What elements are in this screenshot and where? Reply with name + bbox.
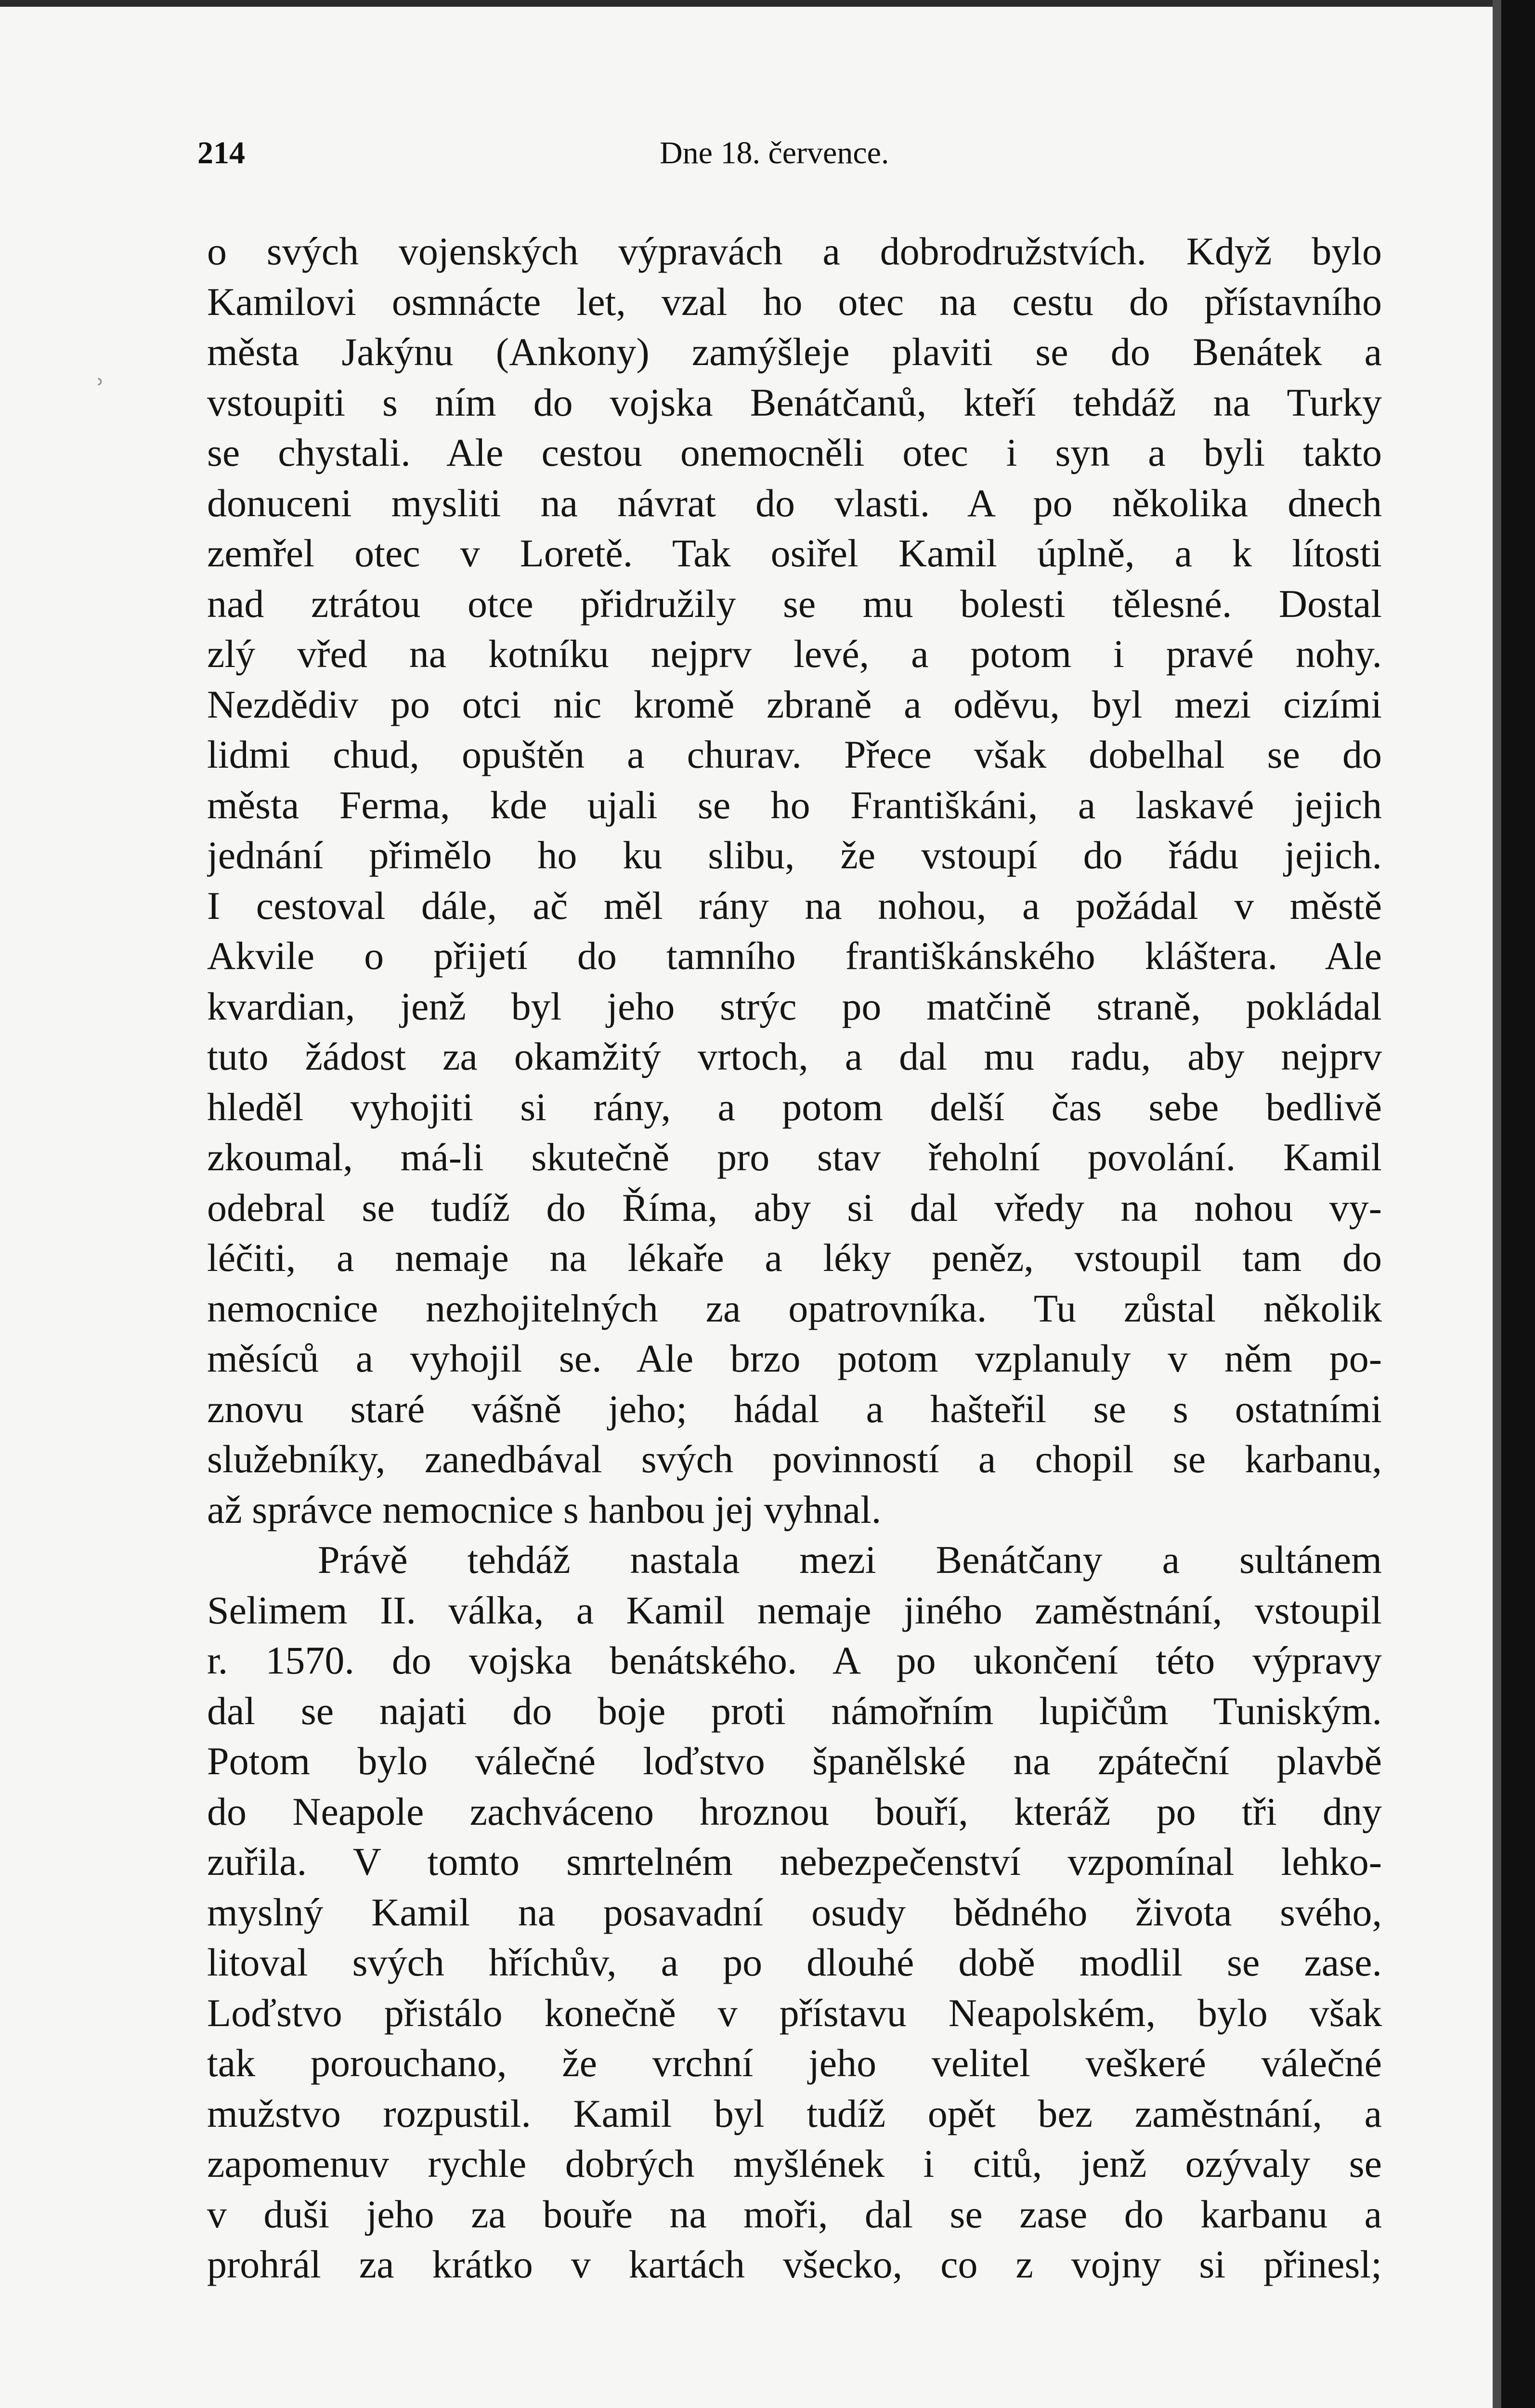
text-line: města Jakýnu (Ankony) zamýšleje plaviti se do Benátek a [207,330,1382,374]
text-line: I cestoval dále, ač měl rány na nohou, a požádal v městě [207,883,1382,928]
text-line: prohrál za krátko v kartách všecko, co z vojny si přinesl; [207,2242,1382,2286]
text-line: zemřel otec v Loretě. Tak osiřel Kamil úplně, a k lítosti [207,531,1382,575]
text-line: myslný Kamil na posavadní osudy bědného života svého, [207,1890,1382,1934]
text-line: kvardian, jenž byl jeho strýc po matčině straně, pokládal [207,984,1382,1028]
text-line: Potom bylo válečné loďstvo španělské na zpáteční plavbě [207,1739,1382,1783]
text-line: r. 1570. do vojska benátského. A po ukončení této výpravy [207,1638,1382,1682]
text-line: donuceni mysliti na návrat do vlasti. A po několika dnech [207,481,1382,525]
text-line: tak porouchano, že vrchní jeho velitel veškeré válečné [207,2041,1382,2085]
text-line: odebral se tudíž do Říma, aby si dal vředy na nohou vy- [207,1185,1382,1230]
text-line: dal se najati do boje proti námořním lupičům Tuniským. [207,1688,1382,1733]
text-line: do Neapole zachváceno hroznou bouří, kteráž po tři dny [207,1789,1382,1833]
text-line: litoval svých hříchův, a po dlouhé době modlil se zase. [207,1940,1382,1984]
text-line: lidmi chud, opuštěn a churav. Přece však dobelhal se do [207,733,1382,776]
scan-top-edge [0,0,1535,7]
text-line: Nezdědiv po otci nic kromě zbraně a oděvu, byl mezi cizími [207,682,1382,726]
page-header [197,135,1411,183]
text-line: se chystali. Ale cestou onemocněli otec i syn a byli takto [207,431,1382,474]
paragraph-1 [207,226,1382,1535]
text-line: služebníky, zanedbával svých povinností a chopil se karbanu, [207,1437,1382,1481]
text-line: Selimem II. válka, a Kamil nemaje jiného zaměstnání, vstoupil [207,1588,1382,1632]
text-line: mužstvo rozpustil. Kamil byl tudíž opět bez zaměstnání, a [207,2091,1382,2135]
margin-smudge: ʾ [96,373,105,407]
text-line: zuřila. V tomto smrtelném nebezpečenství vzpomínal lehko- [207,1840,1382,1884]
page-number: 214 [197,135,245,170]
text-line: Akvile o přijetí do tamního františkánského kláštera. Ale [207,934,1382,978]
text-line: měsíců a vyhojil se. Ale brzo potom vzplanuly v něm po- [207,1336,1382,1380]
scan-right-edge [1501,0,1535,2408]
text-line: zkoumal, má-li skutečně pro stav řeholní povolání. Kamil [207,1135,1382,1179]
text-line: Kamilovi osmnácte let, vzal ho otec na cestu do přístavního [207,279,1382,324]
paragraph-2 [207,1535,1382,2290]
text-line: nemocnice nezhojitelných za opatrovníka. Tu zůstal několik [207,1286,1382,1330]
text-line: Loďstvo přistálo konečně v přístavu Neapolském, bylo však [207,1990,1382,2035]
text-line: Právě tehdáž nastala mezi Benátčany a sultánem [318,1538,1382,1582]
text-line: tuto žádost za okamžitý vrtoch, a dal mu radu, aby nejprv [207,1034,1382,1078]
text-line: léčiti, a nemaje na lékaře a léky peněz, vstoupil tam do [207,1236,1382,1280]
text-line: o svých vojenských výpravách a dobrodružstvích. Když bylo [207,229,1382,273]
text-line: až správce nemocnice s hanbou jej vyhnal. [207,1487,882,1531]
text-line: jednání přimělo ho ku slibu, že vstoupí do řádu jejich. [207,833,1382,877]
text-line: města Ferma, kde ujali se ho Františkáni, a laskavé jejich [207,783,1382,827]
text-line: v duši jeho za bouře na moři, dal se zase do karbanu a [207,2192,1382,2236]
text-line: znovu staré vášně jeho; hádal a hašteřil se s ostatními [207,1387,1382,1431]
text-line: hleděl vyhojiti si rány, a potom delší čas sebe bedlivě [207,1085,1382,1129]
text-line: nad ztrátou otce přidružily se mu bolesti tělesné. Dostal [207,581,1382,626]
scan-right-shadow [1493,0,1501,2408]
text-line: zapomenuv rychle dobrých myšlének i citů, jenž ozývaly se [207,2142,1382,2186]
running-head: Dne 18. července. [660,135,889,170]
body-text [207,226,1382,2290]
text-line: zlý vřed na kotníku nejprv levé, a potom i pravé nohy. [207,632,1382,676]
text-line: vstoupiti s ním do vojska Benátčanů, kteří tehdáž na Turky [207,380,1382,424]
